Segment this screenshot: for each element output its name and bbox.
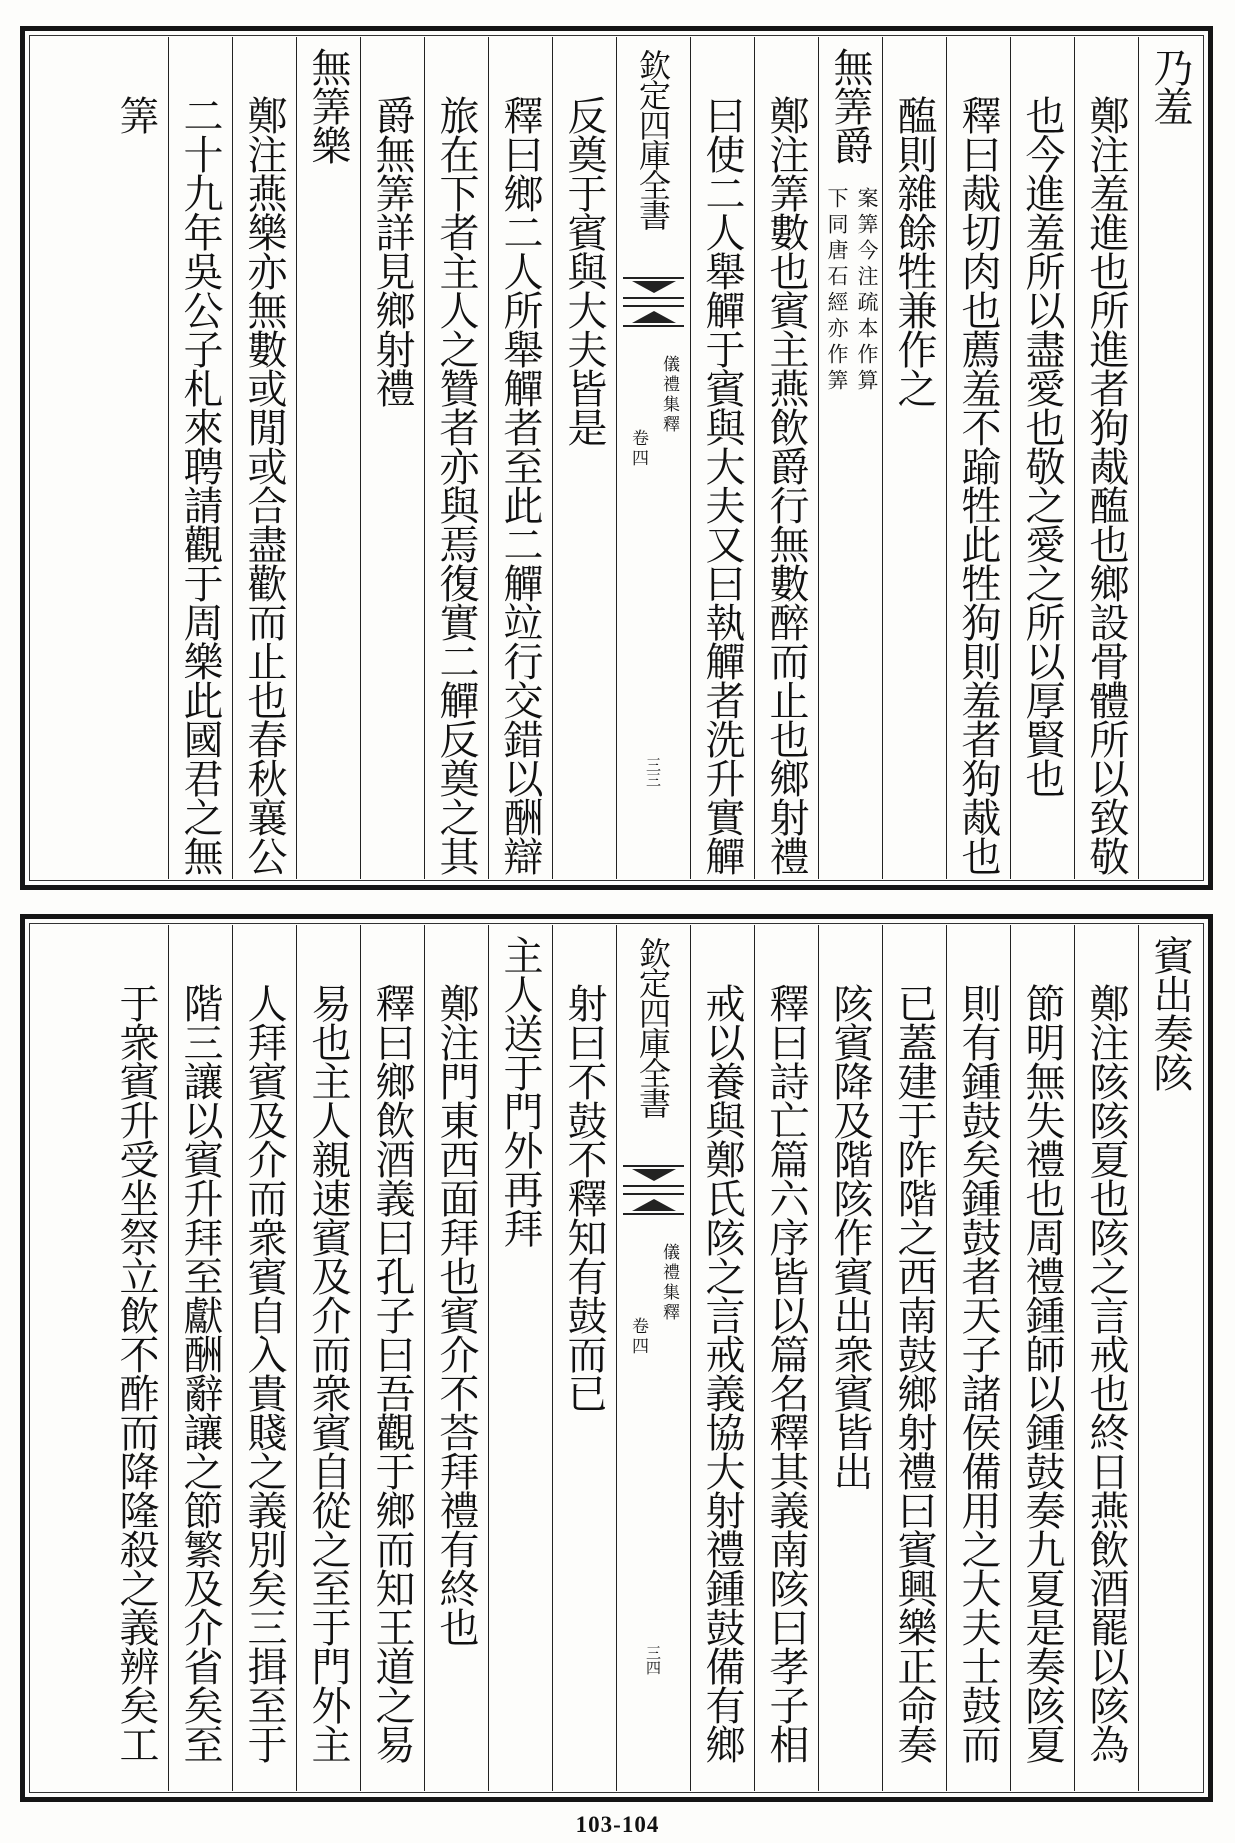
center-banner (616, 925, 690, 1791)
text-column (168, 925, 232, 1791)
column-text: 鄭注陔陔夏也陔之言戒也終日燕飲酒罷以陔為 (1083, 983, 1129, 1763)
column-text: 主人送于門外再拜 (497, 935, 543, 1247)
text-column (488, 925, 552, 1791)
column-text: 鄭注羞進也所進者狗胾醢也鄉設骨體所以致敬 (1083, 95, 1129, 875)
column-text: 鄭注筭數也賓主燕飲爵行無數醉而止也鄉射禮 (763, 95, 809, 875)
column-text: 戒以養與鄭氏陔之言戒義協大射禮鍾鼓備有鄉 (699, 983, 745, 1763)
text-column (552, 37, 616, 879)
note-line: 下同唐石經亦作筭 (825, 187, 849, 395)
banner-book-title: 儀禮集釋 (659, 355, 679, 435)
text-column (552, 925, 616, 1791)
text-column (1074, 925, 1138, 1791)
column-text: 釋曰胾切肉也薦羞不踰牲此牲狗則羞者狗胾也 (955, 95, 1001, 875)
text-column (754, 925, 818, 1791)
text-column (488, 37, 552, 879)
bottom-page-frame (20, 914, 1213, 1802)
column-text: 賓出奏陔 (1147, 935, 1193, 1091)
column-text: 乃羞 (1147, 47, 1193, 125)
column-text: 醢則雜餘牲兼作之 (891, 95, 937, 407)
column-text: 曰使二人舉觶于賓與大夫又曰執觶者洗升實觶 (699, 95, 745, 875)
column-text: 二十九年吳公子札來聘請觀于周樂此國君之無 (177, 95, 223, 875)
text-column (818, 37, 882, 879)
text-column (1010, 925, 1074, 1791)
column-text: 鄭注門東西面拜也賓介不荅拜禮有終也 (433, 983, 479, 1646)
column-text: 釋曰詩亡篇六序皆以篇名釋其義南陔曰孝子相 (763, 983, 809, 1763)
text-column (754, 37, 818, 879)
column-text: 爵無筭詳見鄉射禮 (369, 95, 415, 407)
column-text: 反奠于賓與大夫皆是 (561, 95, 607, 446)
column-text: 也今進羞所以盡愛也敬之愛之所以厚賢也 (1019, 95, 1065, 797)
text-column (690, 37, 754, 879)
text-column (296, 37, 360, 879)
column-text: 節明無失禮也周禮鍾師以鍾鼓奏九夏是奏陔夏 (1019, 983, 1065, 1763)
fish-tail-ornament-lower (623, 1185, 684, 1215)
note-line: 案筭今注疏本作算 (855, 187, 879, 395)
text-column (232, 37, 296, 879)
column-text: 旅在下者主人之贊者亦與焉復實二觶反奠之其 (433, 95, 479, 875)
center-banner (616, 37, 690, 879)
banner-title: 欽定四庫全書 (634, 49, 672, 229)
column-text: 釋曰鄉二人所舉觶者至此二觶竝行交錯以酬辯 (497, 95, 543, 875)
text-column (818, 925, 882, 1791)
text-column (882, 925, 946, 1791)
interlinear-note (819, 187, 882, 517)
text-column (104, 37, 168, 879)
text-column (1138, 925, 1202, 1791)
banner-juan: 卷四 (628, 429, 648, 469)
text-column (424, 37, 488, 879)
column-text: 無筭樂 (305, 47, 351, 164)
text-column (1074, 37, 1138, 879)
bottom-page-columns (31, 925, 1202, 1791)
column-text: 則有鍾鼓矣鍾鼓者天子諸侯備用之大夫士鼓而 (955, 983, 1001, 1763)
column-text: 人拜賓及介而衆賓自入貴賤之義別矣三揖至于 (241, 983, 287, 1763)
column-text: 無筭爵 (827, 47, 873, 164)
text-column (424, 925, 488, 1791)
column-text: 易也主人親速賓及介而衆賓自從之至于門外主 (305, 983, 351, 1763)
page-number: 103-104 (575, 1812, 660, 1837)
column-text: 已蓋建于阼階之西南鼓鄉射禮曰賓興樂正命奏 (891, 983, 937, 1763)
banner-title: 欽定四庫全書 (634, 937, 672, 1117)
text-column (360, 925, 424, 1791)
text-column (882, 37, 946, 879)
text-column (690, 925, 754, 1791)
column-text: 于衆賓升受坐祭立飲不酢而降隆殺之義辨矣工 (113, 983, 159, 1763)
banner-folio-number: 三三 (644, 757, 662, 787)
banner-book-title: 儀禮集釋 (659, 1243, 679, 1323)
fish-tail-ornament-lower (623, 297, 684, 327)
banner-juan: 卷四 (628, 1317, 648, 1357)
column-text: 鄭注燕樂亦無數或閒或合盡歡而止也春秋襄公 (241, 95, 287, 875)
text-column (1010, 37, 1074, 879)
text-column (296, 925, 360, 1791)
text-column (1138, 37, 1202, 879)
column-text: 釋曰鄉飲酒義曰孔子曰吾觀于鄉而知王道之易 (369, 983, 415, 1763)
column-text: 陔賓降及階陔作賓出衆賓皆出 (827, 983, 873, 1490)
column-text: 階三讓以賓升拜至獻酬辭讓之節繁及介省矣至 (177, 983, 223, 1763)
text-column (360, 37, 424, 879)
text-column (104, 925, 168, 1791)
banner-folio-number: 三四 (644, 1645, 662, 1675)
text-column (168, 37, 232, 879)
column-text: 筭 (113, 95, 159, 134)
text-column (946, 925, 1010, 1791)
text-column (232, 925, 296, 1791)
top-page-columns (31, 37, 1202, 879)
column-text: 射曰不鼓不釋知有鼓而已 (561, 983, 607, 1412)
text-column (946, 37, 1010, 879)
top-page-frame (20, 26, 1213, 890)
